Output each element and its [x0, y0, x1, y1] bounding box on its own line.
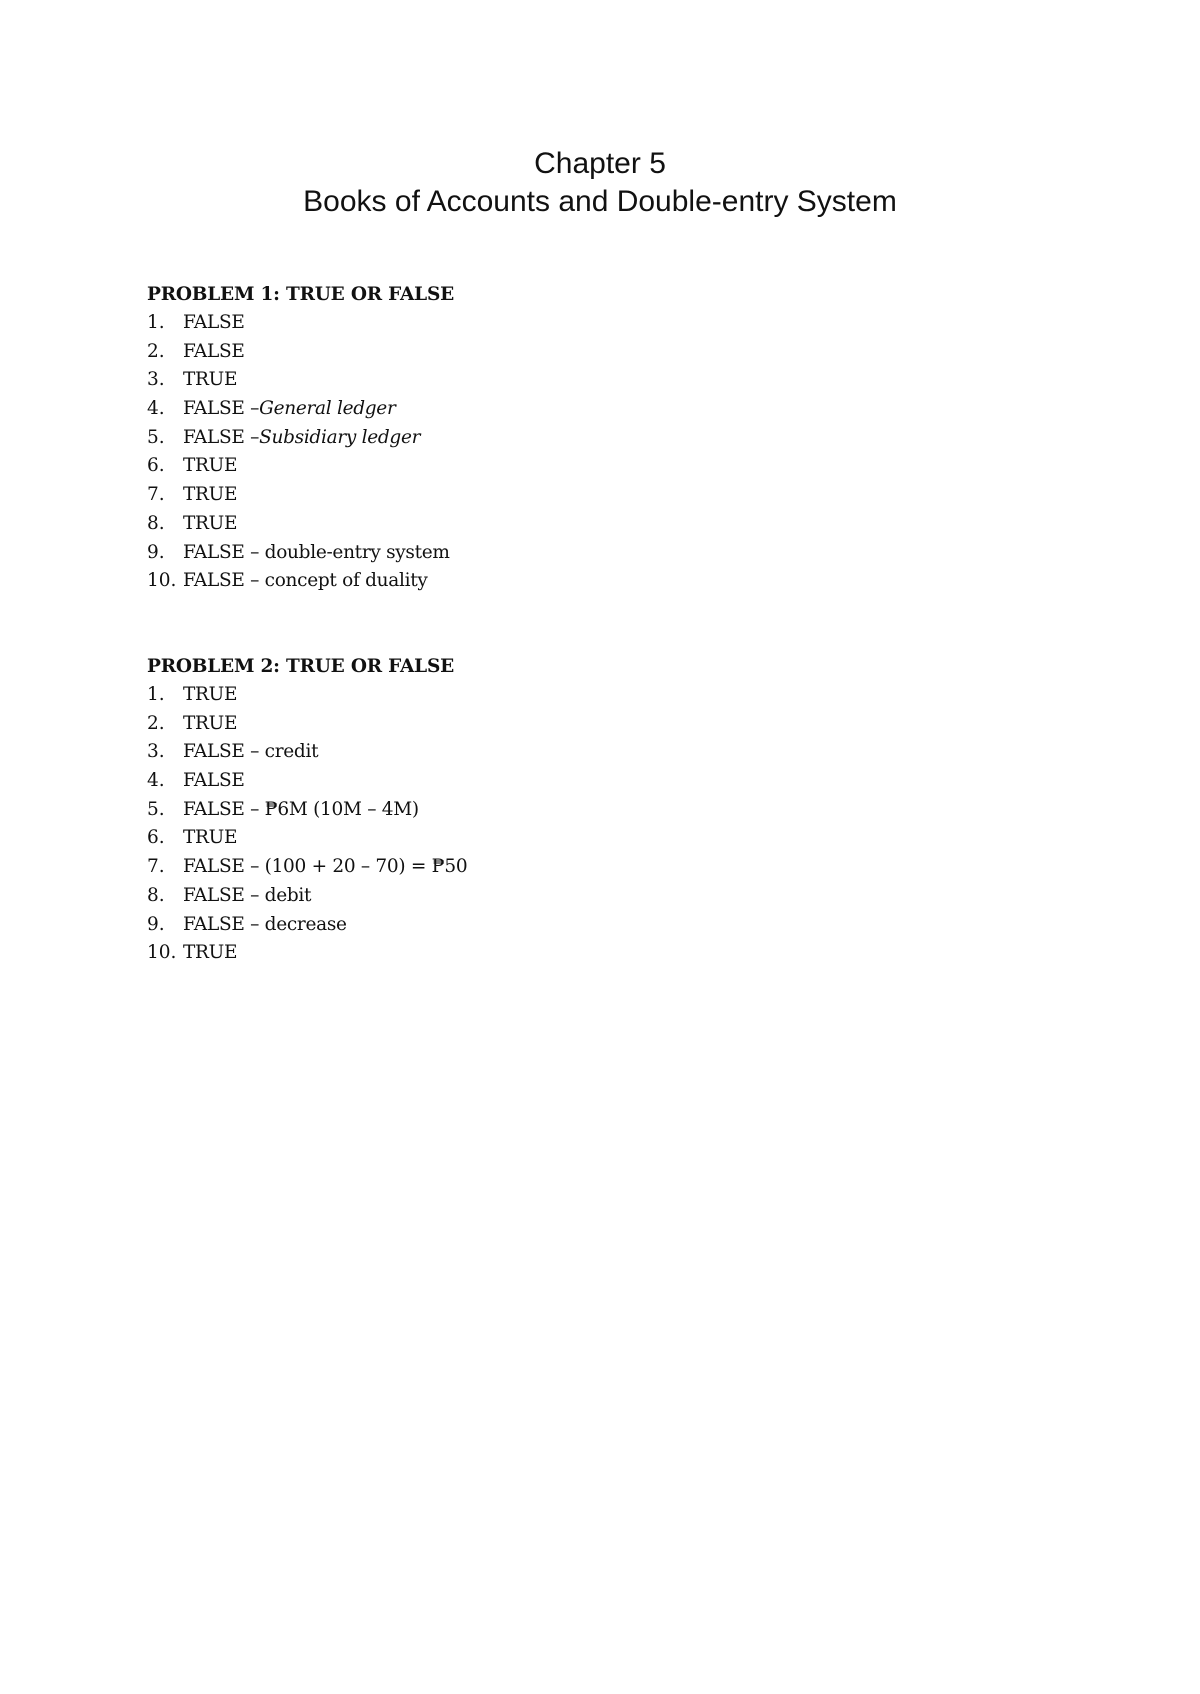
answer-text: FALSE – (100 + 20 – 70) = ₱50 [183, 856, 468, 878]
answer-item [147, 567, 747, 596]
answer-item [147, 796, 747, 825]
answer-item [147, 882, 747, 911]
answer-item [147, 824, 747, 853]
answer-text: FALSE [183, 770, 245, 792]
answer-text: TRUE [183, 455, 238, 477]
answer-number: 6. [147, 455, 165, 477]
problem-1-section [147, 280, 747, 596]
answer-text: FALSE [183, 312, 245, 333]
answer-item [147, 510, 747, 539]
answer-number: 1. [147, 312, 165, 333]
answer-text: FALSE – double-entry system [183, 541, 450, 563]
answer-text: FALSE [183, 340, 245, 362]
chapter-title [0, 145, 1200, 221]
answer-item [147, 452, 747, 481]
answer-number: 4. [147, 398, 165, 420]
answer-number: 3. [147, 741, 165, 763]
answer-text: TRUE [183, 712, 238, 734]
answer-item [147, 424, 747, 453]
answer-item [147, 338, 747, 367]
answer-text: TRUE [183, 512, 238, 534]
answer-number: 8. [147, 884, 165, 906]
answer-text: TRUE [183, 684, 238, 705]
answer-number: 10. [147, 942, 177, 964]
answer-text: FALSE – credit [183, 741, 319, 763]
answer-number: 10. [147, 570, 177, 592]
answer-item [147, 481, 747, 510]
problem-2-heading: PROBLEM 2: TRUE OR FALSE [147, 656, 455, 677]
answer-item [147, 911, 747, 940]
answer-text: FALSE – debit [183, 884, 312, 906]
problem-1-answers [147, 309, 747, 596]
answer-text: TRUE [183, 369, 238, 391]
answer-number: 2. [147, 340, 165, 362]
answer-item [147, 681, 747, 710]
answer-item [147, 939, 747, 968]
problem-1-heading: PROBLEM 1: TRUE OR FALSE [147, 284, 455, 305]
answer-number: 5. [147, 426, 165, 448]
answer-item [147, 539, 747, 568]
answer-text: FALSE – decrease [183, 913, 347, 935]
answer-number: 9. [147, 913, 165, 935]
answer-number: 5. [147, 798, 165, 820]
answer-number: 3. [147, 369, 165, 391]
problem-2-section [147, 652, 747, 968]
chapter-name: Books of Accounts and Double-entry System [303, 185, 897, 218]
answer-number: 6. [147, 827, 165, 849]
answer-text: FALSE – [183, 398, 260, 420]
answer-number: 1. [147, 684, 165, 705]
answer-text: FALSE – ₱6M (10M – 4M) [183, 798, 419, 820]
problem-2-answers [147, 681, 747, 968]
answer-number: 4. [147, 770, 165, 792]
answer-text: FALSE – [183, 426, 260, 448]
answer-item [147, 395, 747, 424]
answer-number: 7. [147, 484, 165, 506]
answer-text: FALSE – concept of duality [183, 570, 428, 592]
answer-item [147, 767, 747, 796]
chapter-number: Chapter 5 [534, 147, 666, 180]
answer-number: 9. [147, 541, 165, 563]
answer-item [147, 309, 747, 338]
answer-text: TRUE [183, 827, 238, 849]
answer-item [147, 738, 747, 767]
answer-text: TRUE [183, 484, 238, 506]
answer-note: General ledger [259, 398, 396, 420]
answer-item [147, 853, 747, 882]
answer-text: TRUE [183, 942, 238, 964]
answer-number: 8. [147, 512, 165, 534]
answer-item [147, 366, 747, 395]
answer-number: 7. [147, 856, 165, 878]
answer-note: Subsidiary ledger [259, 426, 421, 448]
answer-item [147, 710, 747, 739]
answer-number: 2. [147, 712, 165, 734]
